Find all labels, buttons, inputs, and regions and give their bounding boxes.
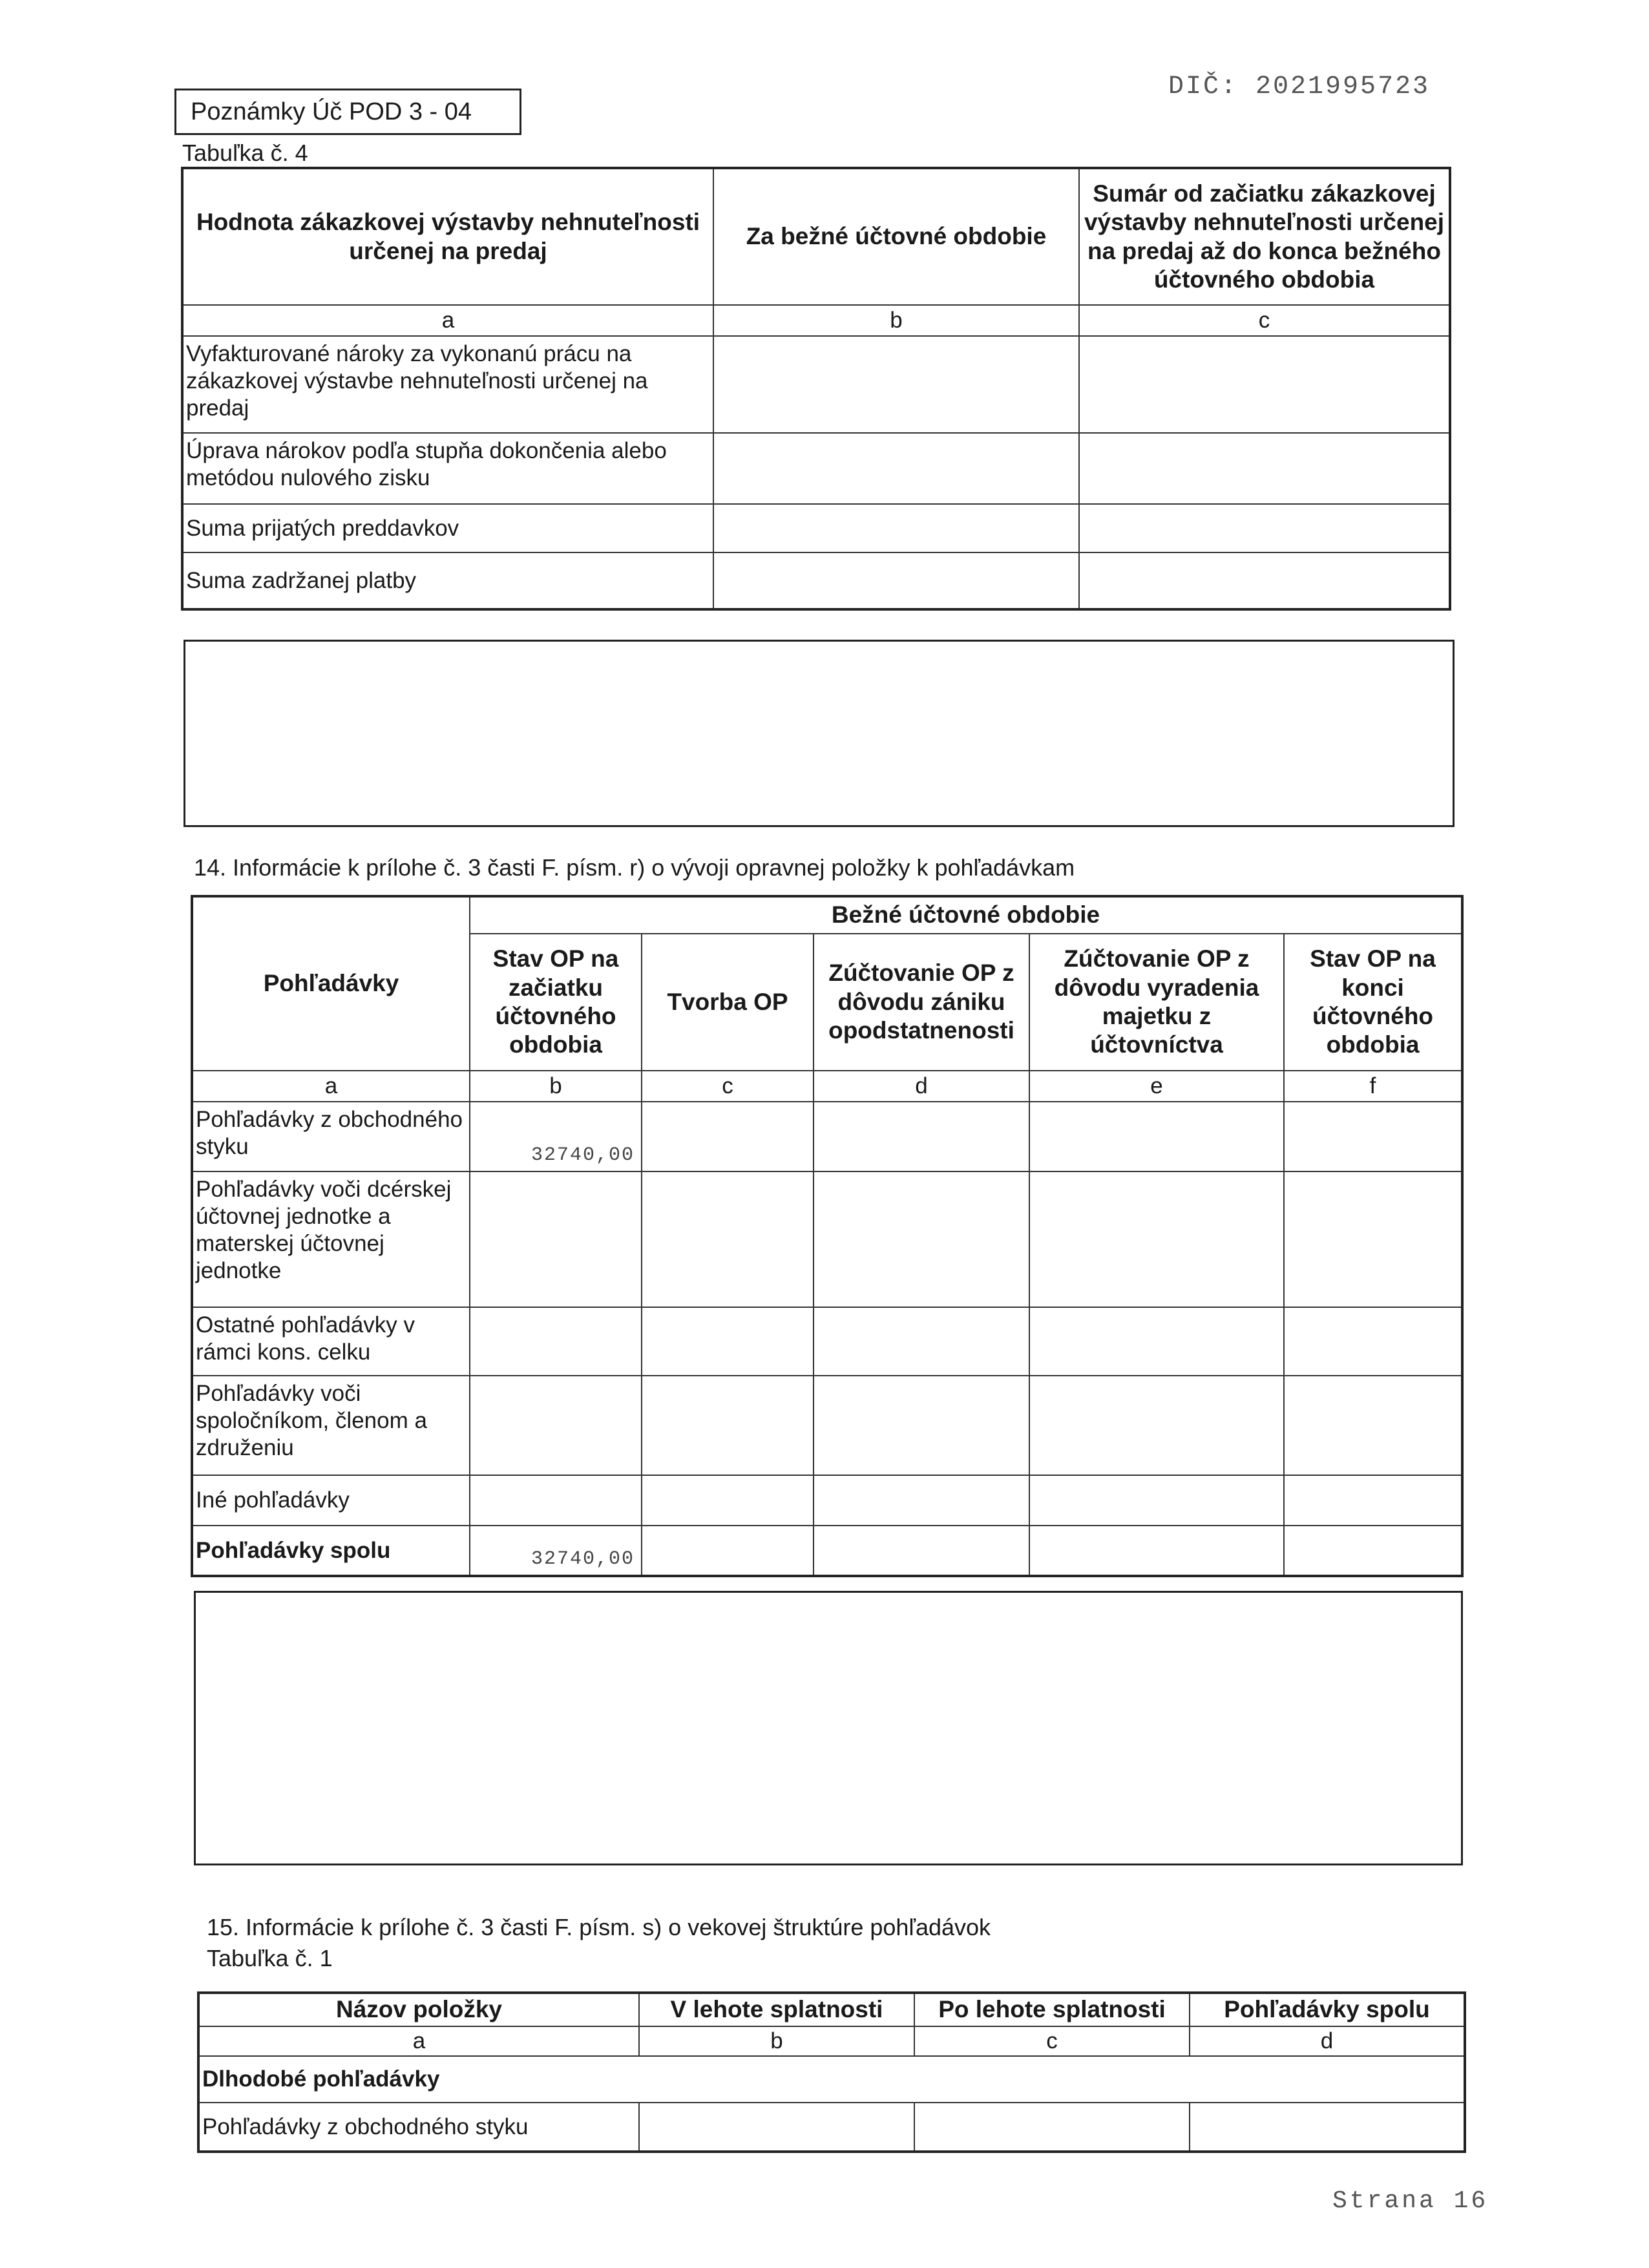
- value-cell: [1029, 1102, 1284, 1171]
- value-cell: [1284, 1526, 1462, 1576]
- row-label: Iné pohľadávky: [192, 1475, 470, 1526]
- page-number: Strana 16: [1332, 2187, 1489, 2215]
- total-opening-allowance-value: 32740,00: [470, 1526, 642, 1576]
- header-current-period-group: Bežné účtovné obdobie: [470, 896, 1462, 934]
- row-label: Ostatné pohľadávky v rámci kons. celku: [192, 1307, 470, 1376]
- table-label: Tabuľka č. 4: [182, 140, 308, 166]
- value-cell: [1079, 552, 1450, 609]
- column-letter: c: [642, 1071, 814, 1102]
- section-15-title: 15. Informácie k prílohe č. 3 časti F. písm. s) o vekovej štruktúre pohľadávok: [207, 1914, 991, 1940]
- header-within-due: V lehote splatnosti: [639, 1993, 914, 2026]
- header-closing-allowance: Stav OP na konci účtovného obdobia: [1284, 934, 1462, 1071]
- value-cell: [470, 1475, 642, 1526]
- row-label: Pohľadávky voči dcérskej účtovnej jednotke a materskej účtovnej jednotke: [192, 1171, 470, 1307]
- value-cell: [713, 552, 1079, 609]
- value-cell: [642, 1376, 814, 1475]
- section-14-title: 14. Informácie k prílohe č. 3 časti F. písm. r) o vývoji opravnej položky k pohľadávkam: [194, 854, 1075, 881]
- opening-allowance-value: 32740,00: [470, 1102, 642, 1171]
- value-cell: [1284, 1102, 1462, 1171]
- header-reversal-justification: Zúčtovanie OP z dôvodu zániku opodstatnenosti: [814, 934, 1029, 1071]
- column-letter: b: [470, 1071, 642, 1102]
- value-cell: [1284, 1171, 1462, 1307]
- value-cell: [642, 1102, 814, 1171]
- column-letter: b: [713, 305, 1079, 336]
- construction-value-table: [181, 167, 1451, 611]
- value-cell: [814, 1102, 1029, 1171]
- value-cell: [1190, 2103, 1465, 2152]
- value-cell: [713, 504, 1079, 552]
- value-cell: [642, 1526, 814, 1576]
- column-letter: e: [1029, 1071, 1284, 1102]
- header-receivables-total: Pohľadávky spolu: [1190, 1993, 1465, 2026]
- value-cell: [814, 1376, 1029, 1475]
- value-cell: [1029, 1526, 1284, 1576]
- row-label: Vyfakturované nároky za vykonanú prácu na zákazkovej výstavbe nehnuteľnosti určenej na predaj: [182, 336, 713, 433]
- row-label: Pohľadávky voči spoločníkom, členom a združeniu: [192, 1376, 470, 1475]
- header-item-name: Názov položky: [198, 1993, 639, 2026]
- value-cell: [713, 433, 1079, 504]
- document-code-box: [174, 89, 521, 135]
- value-cell: [1079, 336, 1450, 433]
- column-letter: f: [1284, 1071, 1462, 1102]
- column-letter: d: [1190, 2026, 1465, 2056]
- row-label: Pohľadávky z obchodného styku: [198, 2103, 639, 2152]
- allowance-development-table: [191, 895, 1464, 1577]
- value-cell: [642, 1475, 814, 1526]
- value-cell: [470, 1171, 642, 1307]
- header-allowance-creation: Tvorba OP: [642, 934, 814, 1071]
- value-cell: [1079, 504, 1450, 552]
- column-letter: d: [814, 1071, 1029, 1102]
- value-cell: [1029, 1171, 1284, 1307]
- section-15-table-label: Tabuľka č. 1: [207, 1945, 333, 1971]
- column-letter: c: [1079, 305, 1450, 336]
- value-cell: [1284, 1376, 1462, 1475]
- row-label: Suma zadržanej platby: [182, 552, 713, 609]
- value-cell: [1029, 1376, 1284, 1475]
- value-cell: [814, 1307, 1029, 1376]
- value-cell: [470, 1376, 642, 1475]
- value-cell: [814, 1171, 1029, 1307]
- value-cell: [642, 1307, 814, 1376]
- header-overdue: Po lehote splatnosti: [914, 1993, 1190, 2026]
- notes-box: [194, 1591, 1463, 1865]
- total-row-label: Pohľadávky spolu: [192, 1526, 470, 1576]
- column-letter: c: [914, 2026, 1190, 2056]
- group-row-label: Dlhodobé pohľadávky: [198, 2056, 1465, 2103]
- value-cell: [470, 1307, 642, 1376]
- value-cell: [1029, 1307, 1284, 1376]
- row-label: Pohľadávky z obchodného styku: [192, 1102, 470, 1171]
- column-letter: a: [192, 1071, 470, 1102]
- value-cell: [713, 336, 1079, 433]
- header-receivables: Pohľadávky: [192, 896, 470, 1071]
- tax-id: DIČ: 2021995723: [1168, 72, 1431, 101]
- value-cell: [639, 2103, 914, 2152]
- column-letter: a: [198, 2026, 639, 2056]
- header-reversal-disposal: Zúčtovanie OP z dôvodu vyradenia majetku z účtovníctva: [1029, 934, 1284, 1071]
- value-cell: [1284, 1475, 1462, 1526]
- column-letter: b: [639, 2026, 914, 2056]
- value-cell: [1029, 1475, 1284, 1526]
- header-opening-allowance: Stav OP na začiatku účtovného obdobia: [470, 934, 642, 1071]
- row-label: Úprava nárokov podľa stupňa dokončenia alebo metódou nulového zisku: [182, 433, 713, 504]
- value-cell: [1284, 1307, 1462, 1376]
- value-cell: [814, 1475, 1029, 1526]
- notes-box: [184, 640, 1455, 827]
- value-cell: [814, 1526, 1029, 1576]
- header-construction-value: Hodnota zákazkovej výstavby nehnuteľnosti určenej na predaj: [182, 168, 713, 305]
- value-cell: [1079, 433, 1450, 504]
- value-cell: [914, 2103, 1190, 2152]
- value-cell: [642, 1171, 814, 1307]
- receivables-age-table: [197, 1991, 1466, 2153]
- row-label: Suma prijatých preddavkov: [182, 504, 713, 552]
- document-code: Poznámky Úč POD 3 - 04: [191, 98, 472, 125]
- header-current-period: Za bežné účtovné obdobie: [713, 168, 1079, 305]
- column-letter: a: [182, 305, 713, 336]
- header-cumulative-total: Sumár od začiatku zákazkovej výstavby nehnuteľnosti určenej na predaj až do konca bežného účtovného obdobia: [1079, 168, 1450, 305]
